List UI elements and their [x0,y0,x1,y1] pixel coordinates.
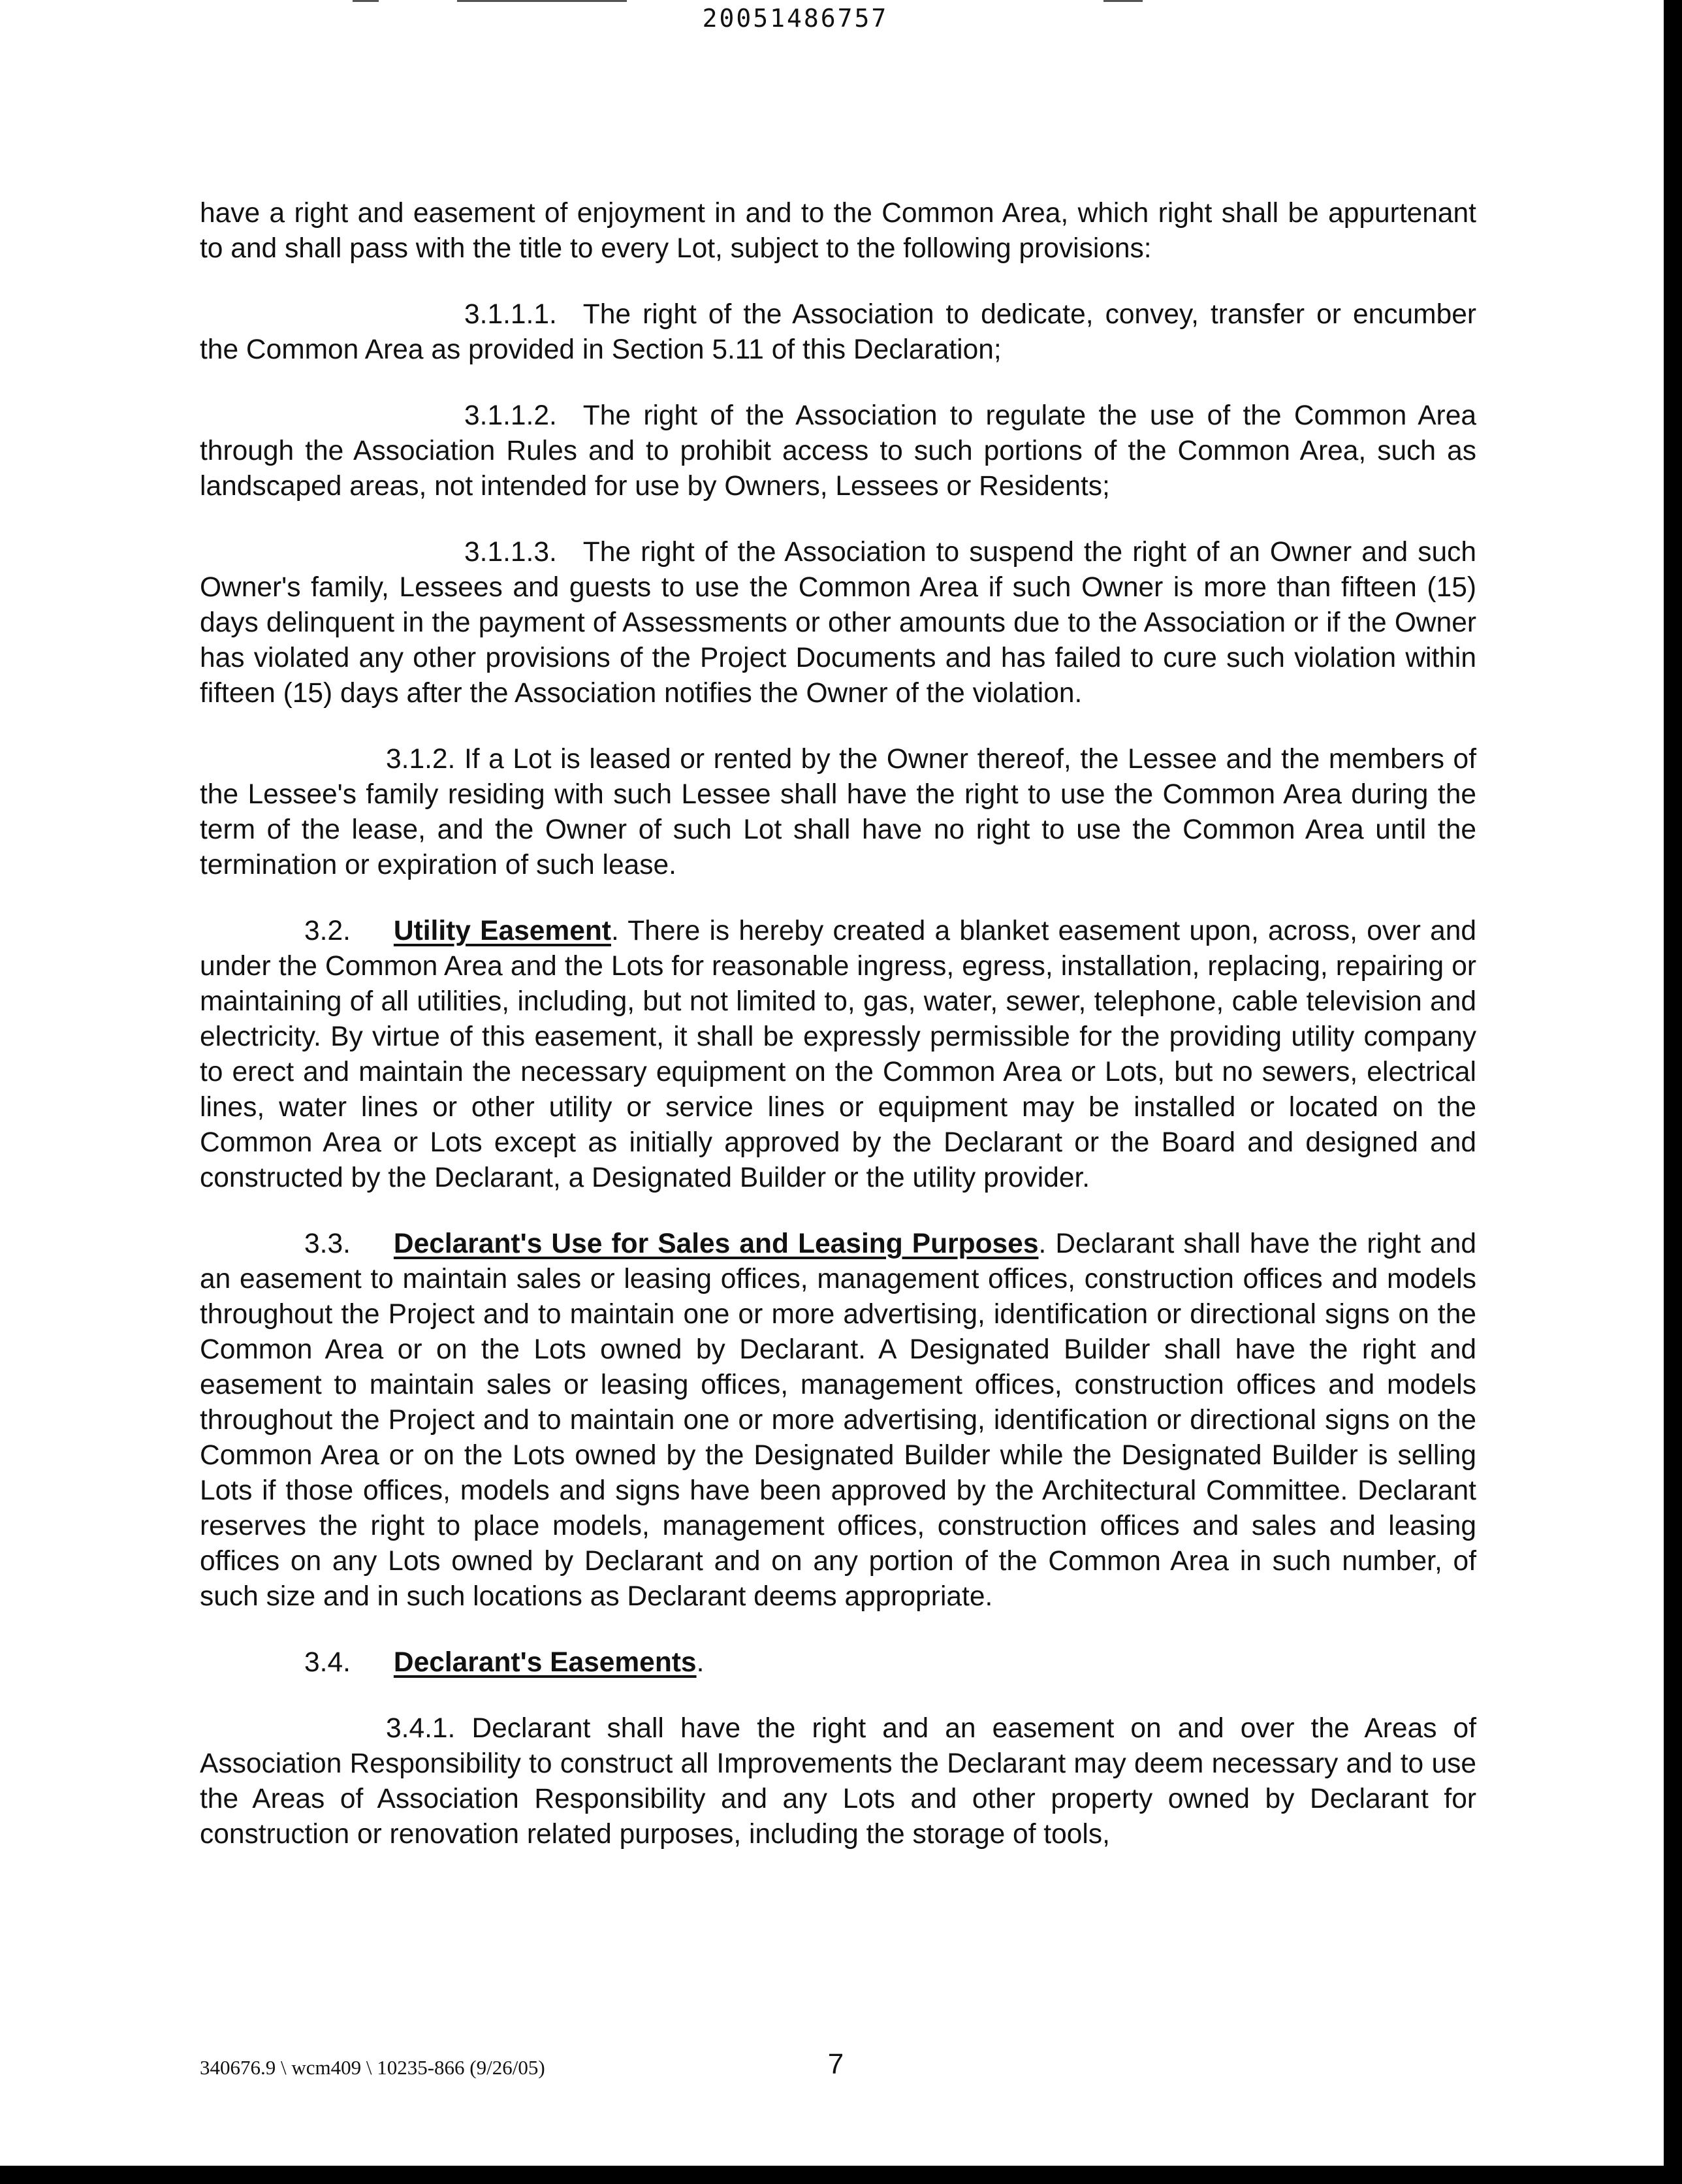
paragraph-text: have a right and easement of enjoyment in and to the Common Area, which right shall be appurtenant to and shall pass with the title to every Lot, subject to the following provisions: [200,198,1476,264]
paragraph-3-1-2 [200,742,1476,883]
scan-border-bottom [0,2166,1682,2184]
section-heading: Declarant's Use for Sales and Leasing Purposes [393,1228,1039,1259]
paragraph-3-3 [200,1227,1476,1614]
paragraph-continuation [200,196,1476,266]
scan-artifact-rule [353,0,379,2]
paragraph-3-2 [200,914,1476,1196]
scan-border-right [1664,0,1682,2184]
section-number: 3.1.1.2. [464,400,557,431]
document-body [200,196,1476,1883]
paragraph-3-4 [200,1645,1476,1680]
section-number: 3.3. [304,1228,351,1259]
heading-punctuation: . [696,1647,705,1678]
paragraph-text: If a Lot is leased or rented by the Owner thereof, the Lessee and the members of the Lessee's family residing with such Lessee shall have the right to use the Common Area during the term of the lease, and the Owner of such Lot shall have no right to use the Common Area until the termination or expiration of such lease. [200,744,1477,880]
section-number: 3.1.1.1. [464,299,557,330]
scan-artifact-rule [457,0,627,2]
page-number: 7 [827,2048,844,2080]
section-number: 3.1.1.3. [464,537,557,568]
paragraph-3-1-1-1 [200,297,1476,368]
section-heading: Declarant's Easements [393,1647,697,1678]
section-heading: Utility Easement [393,916,611,946]
paragraph-text: The right of the Association to regulate the use of the Common Area through the Association Rules and to prohibit access to such portions of the Common Area, such as landscaped areas, not intended for use by Owners, Lessees or Residents; [200,400,1476,502]
paragraph-3-4-1 [200,1711,1476,1852]
section-number: 3.1.2. [386,744,456,775]
paragraph-3-1-1-2 [200,398,1476,504]
paragraph-text: . There is hereby created a blanket easement upon, across, over and under the Common Area and the Lots for reasonable ingress, egress, installation, replacing, repairing or maintaining of all utilities, including, but not limited to, gas, water, sewer, telephone, cable television and electricity. By virtue of this easement, it shall be expressly permissible for the providing utility company to erect and maintain the necessary equipment on the Common Area or Lots, but no sewers, electrical lines, water lines or other utility or service lines or equipment may be installed or located on the Common Area or Lots except as initially approved by the Declarant or the Board and designed and constructed by the Declarant, a Designated Builder or the utility provider. [200,916,1476,1193]
scan-artifact-rule [1103,0,1143,2]
paragraph-text: The right of the Association to dedicate, convey, transfer or encumber the Common Area as provided in Section 5.11 of this Declaration; [200,299,1476,365]
paragraph-3-1-1-3 [200,535,1476,711]
paragraph-text: The right of the Association to suspend the right of an Owner and such Owner's family, Lessees and guests to use the Common Area if such Owner is more than fifteen (15) days delinquent in the payment of Assessments or other amounts due to the Association or if the Owner has violated any other provisions of the Project Documents and has failed to cure such violation within fifteen (15) days after the Association notifies the Owner of the violation. [200,537,1476,709]
section-number: 3.4. [304,1647,351,1678]
document-number: 20051486757 [702,4,889,33]
section-number: 3.2. [304,916,351,946]
paragraph-text: . Declarant shall have the right and an easement to maintain sales or leasing offices, management offices, construction offices and models throughout the Project and to maintain one or more advertising, identification or directional signs on the Common Area or on the Lots owned by Declarant. A Designated Builder shall have the right and easement to maintain sales or leasing offices, management offices, construction offices and models throughout the Project and to maintain one or more advertising, identification or directional signs on the Common Area or on the Lots owned by the Designated Builder while the Designated Builder is selling Lots if those offices, models and signs have been approved by the Architectural Committee. Declarant reserves the right to place models, management offices, construction offices and sales and leasing offices on any Lots owned by Declarant and on any portion of the Common Area in such number, of such size and in such locations as Declarant deems appropriate. [200,1228,1477,1612]
paragraph-text: Declarant shall have the right and an easement on and over the Areas of Association Responsibility to construct all Improvements the Declarant may deem necessary and to use the Areas of Association Responsibility and any Lots and other property owned by Declarant for construction or renovation related purposes, including the storage of tools, [200,1713,1477,1850]
footer-document-reference: 340676.9 \ wcm409 \ 10235-866 (9/26/05) [200,2056,545,2079]
section-number: 3.4.1. [386,1713,456,1744]
